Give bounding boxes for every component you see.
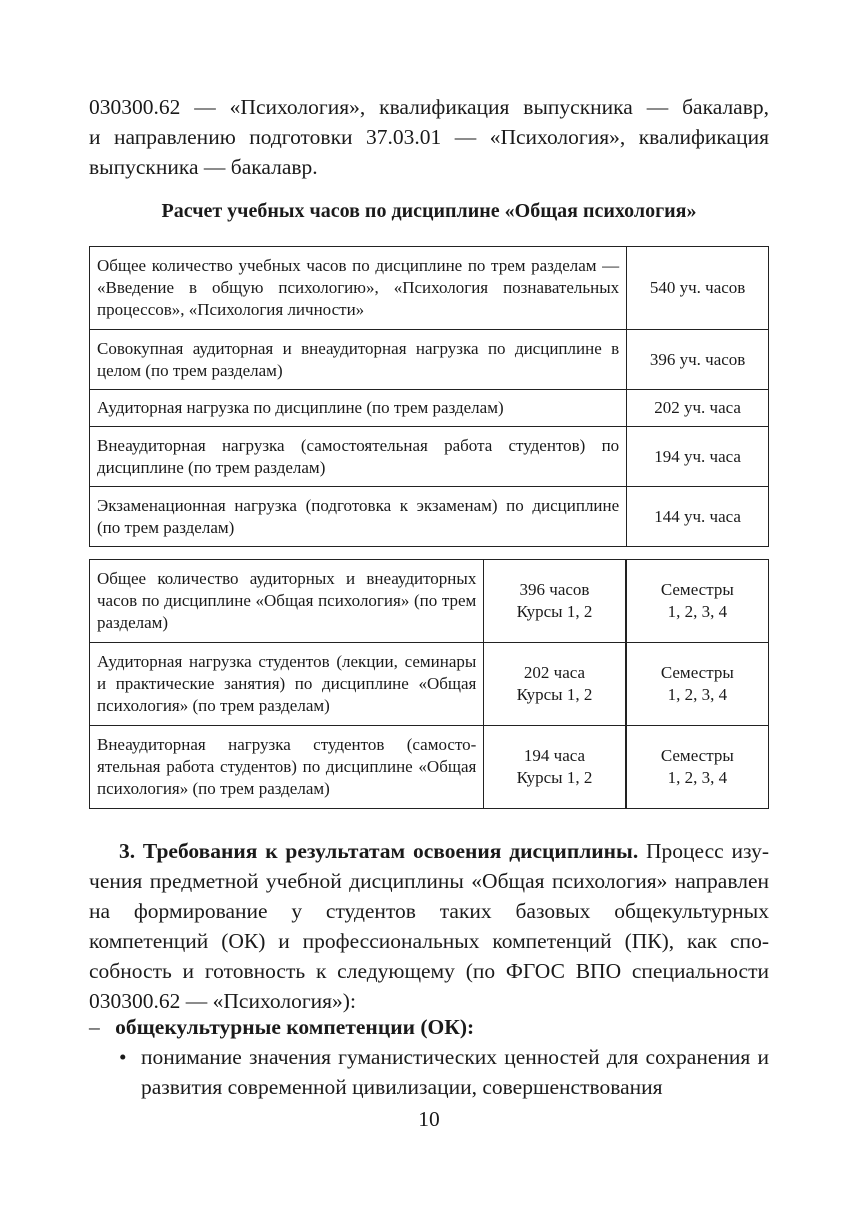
intro-paragraph bbox=[89, 92, 769, 182]
row-description: Аудиторная нагрузка по дисциплине (по трем разделам) bbox=[90, 390, 627, 427]
semesters-label: Семестры bbox=[660, 663, 734, 682]
row-value: 540 уч. часов bbox=[627, 247, 769, 330]
list-item-text: понимание значения гуманистических ценностей для сохранения и развития современной цивилизации, совершенствования bbox=[141, 1045, 769, 1099]
competency-group bbox=[89, 1012, 474, 1042]
row-semesters bbox=[626, 560, 769, 643]
row-description: Аудиторная нагрузка студентов (лекции, семинары и практические занятия) по дисциплине «Общая психология» (по трем разделам) bbox=[90, 643, 484, 726]
table-row bbox=[90, 390, 769, 427]
section-3-body: Процесс изучения предметной учебной дисциплины «Общая психология» направлен на формирование у студентов таких базовых общекультурных компетенций (ОК) и профессиональных компетенций (ПК), как способность и готовность к следующему (по ФГОС ВПО специальности 030300.62 — «Психология»): bbox=[89, 839, 769, 1013]
semesters-label: Семестры bbox=[660, 746, 734, 765]
semesters-value: 1, 2, 3, 4 bbox=[667, 602, 728, 621]
row-description: Совокупная аудиторная и внеаудиторная нагрузка по дисциплине в целом (по трем разделам) bbox=[90, 330, 627, 390]
row-value: 194 уч. часа bbox=[627, 427, 769, 487]
row-semesters bbox=[626, 643, 769, 726]
courses-value: Курсы 1, 2 bbox=[516, 768, 593, 787]
intro-line: и направлению подготовки 37.03.01 — «Психология», квалификация bbox=[89, 125, 769, 149]
hours-value: 194 часа bbox=[523, 746, 586, 765]
semesters-value: 1, 2, 3, 4 bbox=[667, 685, 728, 704]
load-table bbox=[89, 559, 769, 809]
row-hours bbox=[484, 643, 626, 726]
bullet-marker: • bbox=[119, 1045, 127, 1069]
section-3-paragraph bbox=[89, 836, 769, 1016]
courses-value: Курсы 1, 2 bbox=[516, 685, 593, 704]
table-row bbox=[90, 427, 769, 487]
intro-line: 030300.62 — «Психология», квалификация выпускника — бакалавр, bbox=[89, 95, 769, 119]
row-semesters bbox=[626, 726, 769, 809]
hours-table bbox=[89, 246, 769, 547]
competency-group-label: общекультурные компетенции (ОК): bbox=[115, 1015, 475, 1039]
row-value: 396 уч. часов bbox=[627, 330, 769, 390]
table-title: Расчет учебных часов по дисциплине «Общая психология» bbox=[161, 200, 697, 222]
courses-value: Курсы 1, 2 bbox=[516, 602, 593, 621]
row-value: 202 уч. часа bbox=[627, 390, 769, 427]
row-description: Экзаменационная нагрузка (подготовка к экзаменам) по дисциплине (по трем разделам) bbox=[90, 487, 627, 547]
table-row bbox=[90, 247, 769, 330]
hours-value: 202 часа bbox=[523, 663, 586, 682]
intro-line: выпускника — бакалавр. bbox=[89, 155, 318, 179]
row-value: 144 уч. часа bbox=[627, 487, 769, 547]
page-number: 10 bbox=[418, 1107, 440, 1131]
table-row bbox=[90, 487, 769, 547]
table-row bbox=[90, 643, 769, 726]
row-description: Внеаудиторная нагрузка студентов (самостоятельная работа студентов) по дисциплине «Общая психология» (по трем разделам) bbox=[90, 726, 484, 809]
row-description: Общее количество учебных часов по дисциплине по трем разделам — «Введение в общую психологию», «Психология познавательных процессов», «Психология личности» bbox=[90, 247, 627, 330]
row-hours bbox=[484, 560, 626, 643]
table-row bbox=[90, 726, 769, 809]
table-row bbox=[90, 560, 769, 643]
semesters-value: 1, 2, 3, 4 bbox=[667, 768, 728, 787]
row-description: Общее количество аудиторных и внеаудиторных часов по дисциплине «Общая психология» (по трем разделам) bbox=[90, 560, 484, 643]
table-row bbox=[90, 330, 769, 390]
section-3-heading: 3. Требования к результатам освоения дисциплины. bbox=[119, 839, 639, 863]
dash-marker: – bbox=[89, 1015, 100, 1039]
semesters-label: Семестры bbox=[660, 580, 734, 599]
section-3 bbox=[89, 836, 769, 1016]
hours-value: 396 часов bbox=[519, 580, 590, 599]
row-hours bbox=[484, 726, 626, 809]
row-description: Внеаудиторная нагрузка (самостоятельная работа студентов) по дисциплине (по трем разделам) bbox=[90, 427, 627, 487]
list-item bbox=[119, 1042, 769, 1102]
